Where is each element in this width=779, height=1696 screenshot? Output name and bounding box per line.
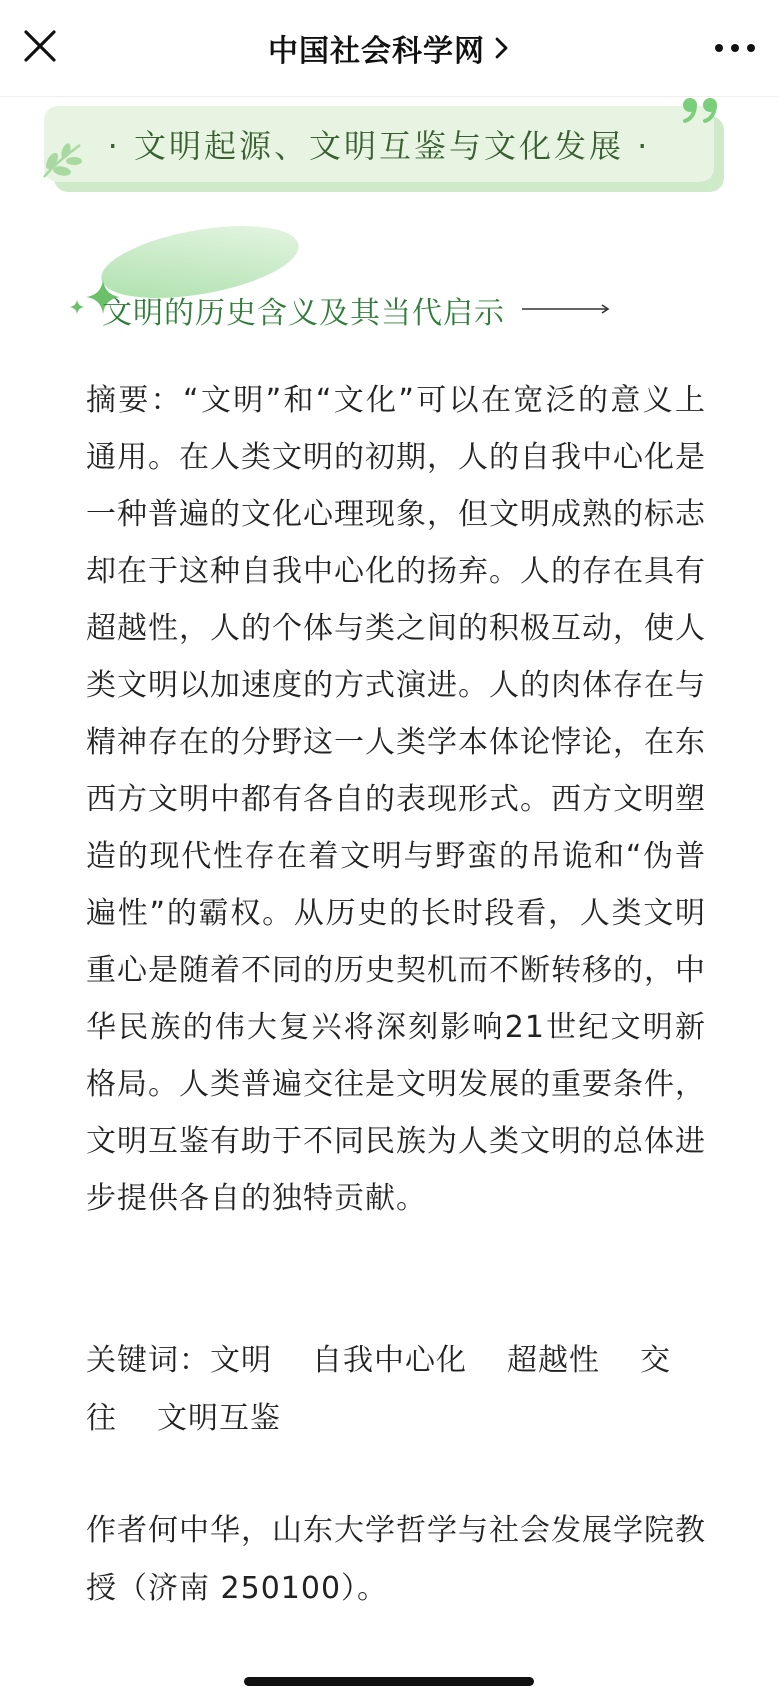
account-title-link[interactable]: [0, 0, 779, 96]
small-sparkle-icon: [70, 300, 84, 314]
author-paragraph: 作者何中华，山东大学哲学与社会发展学院教授（济南 250100）。: [86, 1513, 706, 1606]
abstract-paragraph: 摘要：“文明”和“文化”可以在宽泛的意义上通用。在人类文明的初期，人的自我中心化是一种普遍的文化心理现象，但文明成熟的标志却在于这种自我中心化的扬弃。人的存在具有超越性，人的个体与类之间的积极互动，使人类文明以加速度的方式演进。人的肉体存在与精神存在的分野这一人类学本体论悖论，在东西方文明中都有各自的表现形式。西方文明塑造的现代性存在着文明与野蛮的吊诡和“伪普遍性”的霸权。从历史的长时段看，人类文明重心是随着不同的历史契机而不断转移的，中华民族的伟大复兴将深刻影响21世纪文明新格局。人类普遍交往是文明发展的重要条件，文明互鉴有助于不同民族为人类文明的总体进步提供各自的独特贡献。: [86, 383, 706, 1216]
leaf-icon: [36, 135, 86, 185]
more-button[interactable]: [713, 30, 757, 66]
top-nav-bar: [0, 0, 779, 97]
keywords-paragraph: [86, 1332, 706, 1448]
section-heading: [70, 220, 690, 340]
keyword-item: 文明互鉴: [157, 1401, 281, 1436]
chevron-right-icon: [493, 35, 511, 61]
arrow-right-icon: [522, 300, 612, 318]
keywords-label: 关键词：: [86, 1343, 210, 1378]
home-indicator[interactable]: [244, 1677, 534, 1686]
quote-mark-icon: [680, 96, 722, 124]
keyword-item: 文明: [210, 1343, 272, 1378]
series-banner: [44, 106, 724, 186]
more-horizontal-icon: [713, 42, 757, 54]
keyword-item: 交往: [86, 1343, 671, 1436]
keyword-item: 超越性: [507, 1343, 600, 1378]
banner-box: [44, 106, 714, 182]
section-title: 文明的历史含义及其当代启示: [102, 296, 505, 331]
page-title: 中国社会科学网: [268, 34, 485, 69]
banner-text: · 文明起源、文明互鉴与文化发展 ·: [107, 127, 651, 165]
keyword-item: 自我中心化: [312, 1343, 467, 1378]
